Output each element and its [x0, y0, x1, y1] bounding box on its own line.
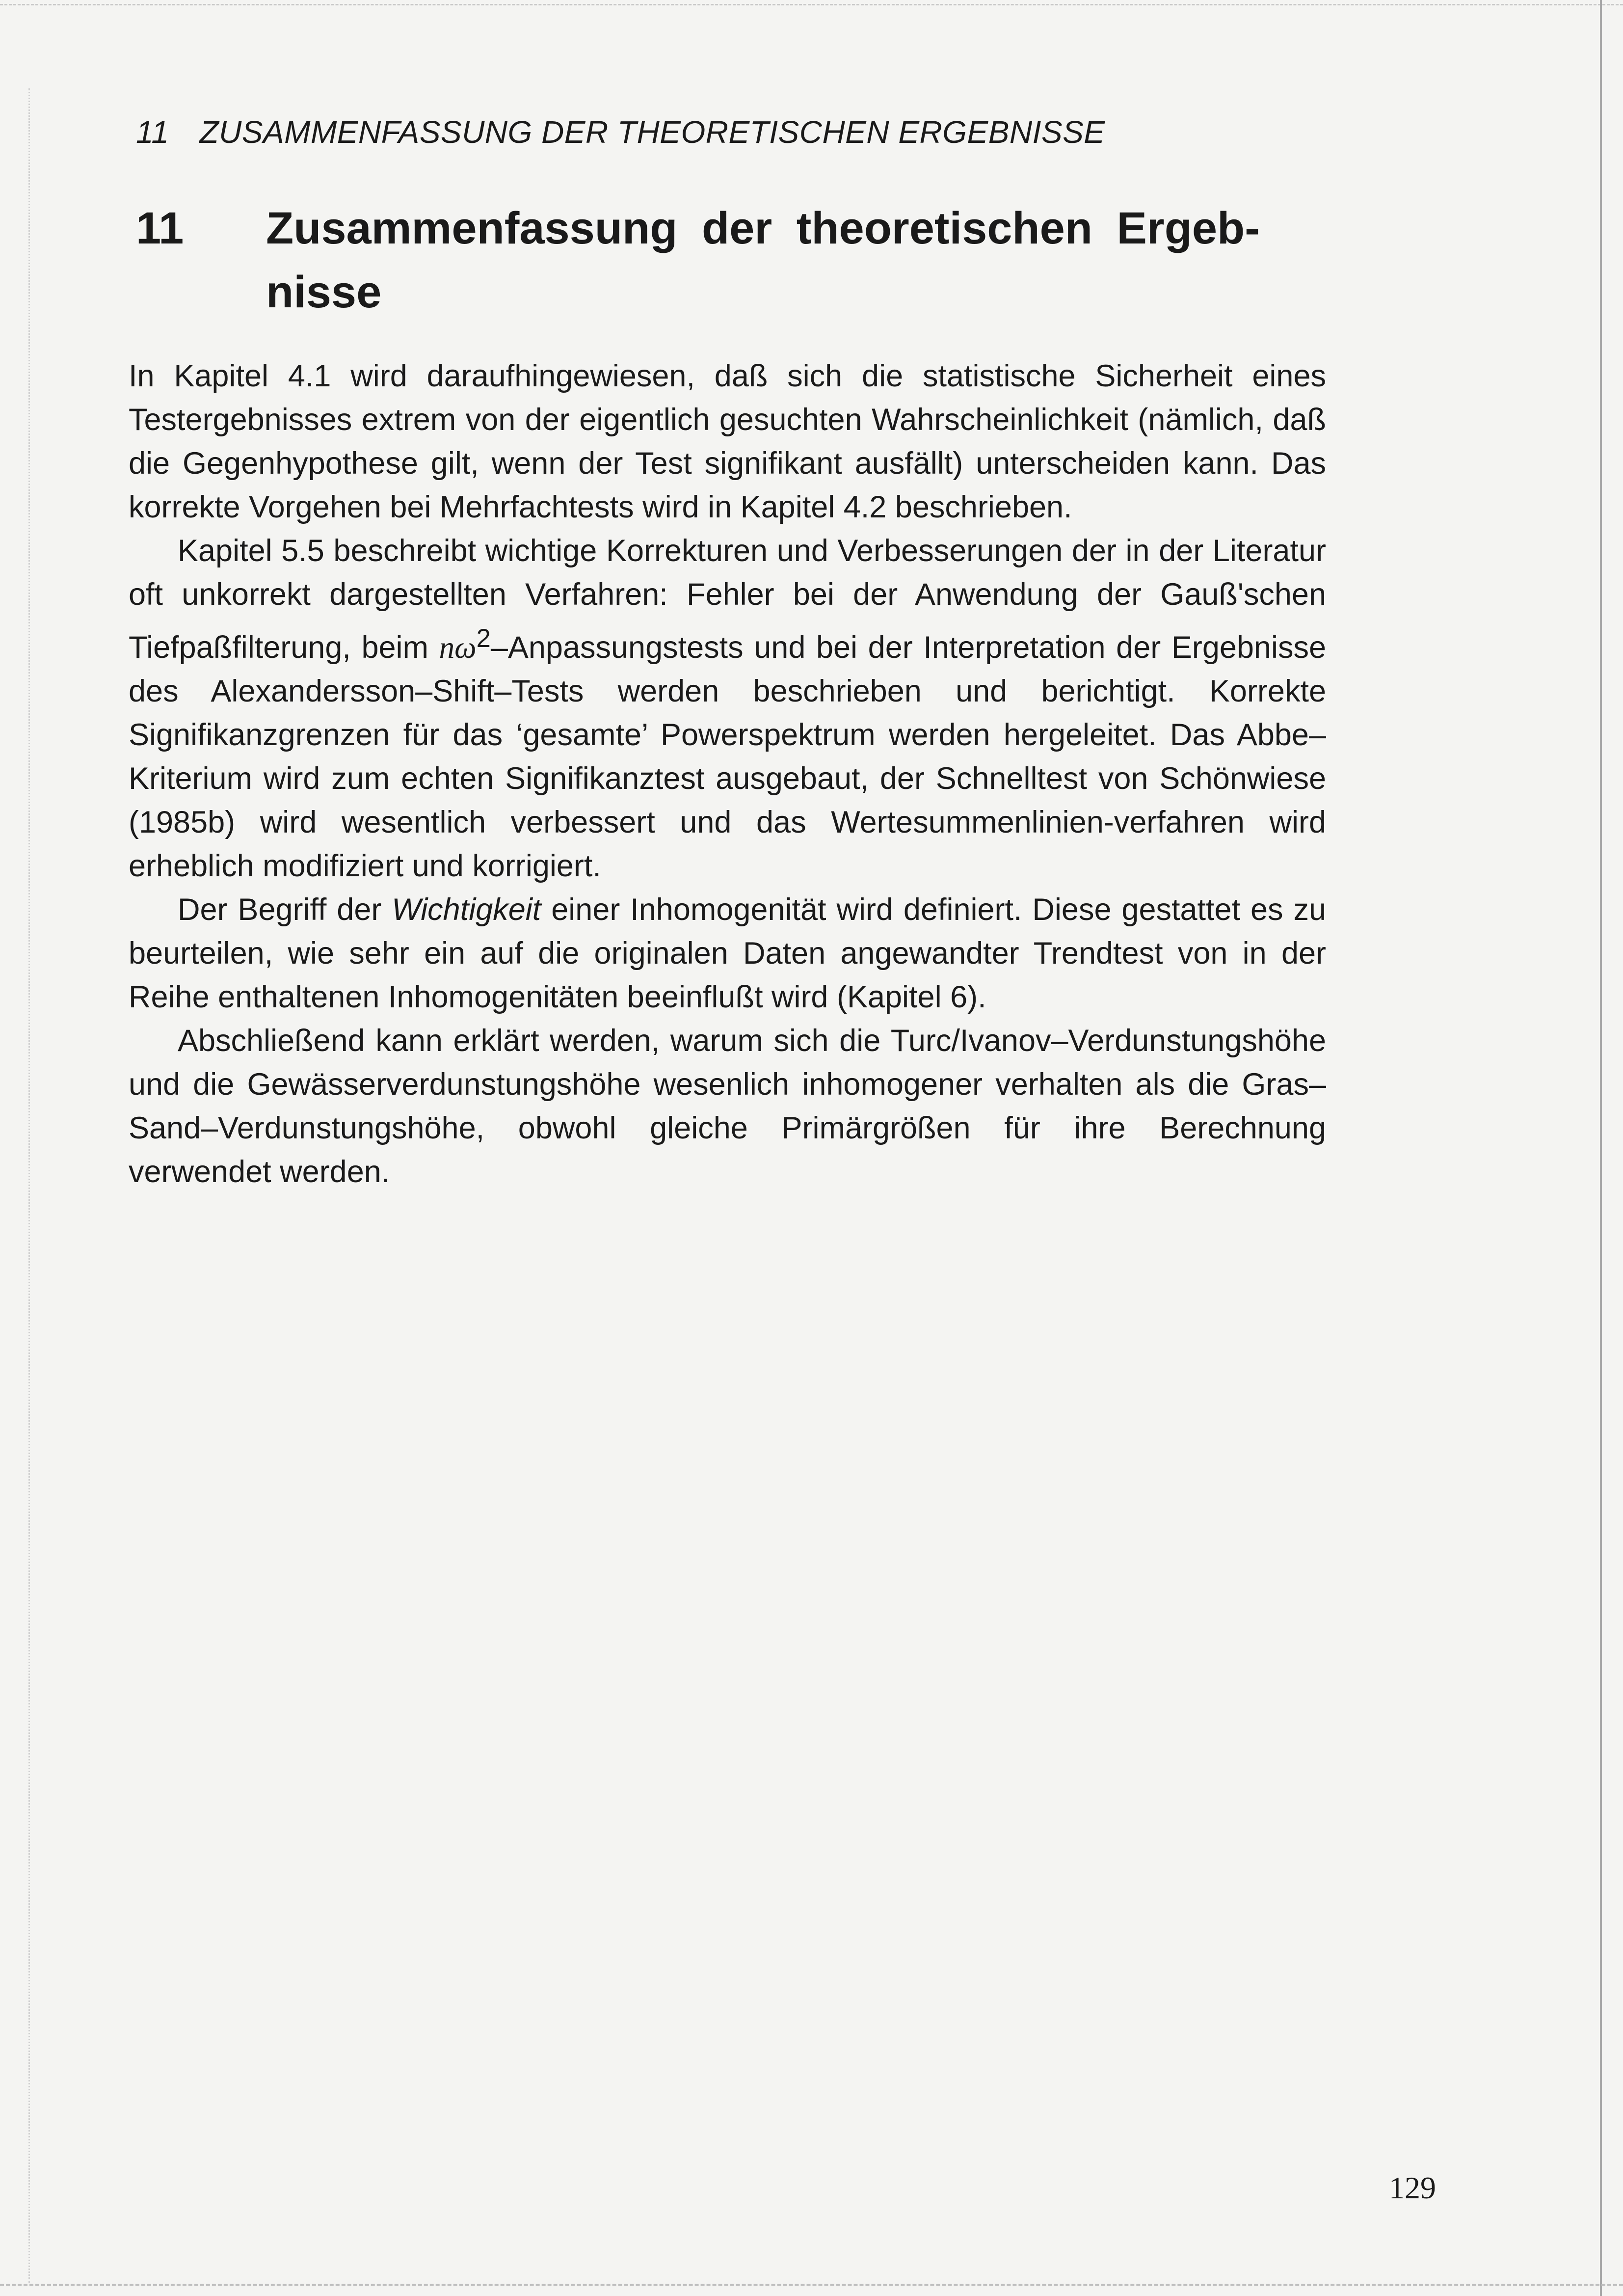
paragraph-3	[129, 888, 1326, 1019]
chapter-number: 11	[136, 203, 184, 253]
scan-edge-bottom	[0, 2284, 1623, 2286]
paragraph-3-text-b: einer Inhomogenität wird definiert. Diese gestattet es zu beurteilen, wie sehr ein auf die originalen Daten angewandter Trendtest von in der Reihe enthaltenen Inhomogenitäten beeinflußt wird (Kapitel 6).	[129, 892, 1326, 1014]
running-head-number: 11	[136, 114, 169, 150]
math-exponent: 2	[476, 624, 491, 653]
paragraph-3-text-a: Der Begriff der	[178, 892, 392, 927]
chapter-title: Zusammenfassung der theoretischen Ergeb- nisse	[266, 203, 1260, 317]
paragraph-4: Abschließend kann erklärt werden, warum sich die Turc/Ivanov–Verdunstungshöhe und die Gewässerverdunstungshöhe wesenlich inhomogener verhalten als die Gras–Sand–Verdunstungshöhe, obwohl gleiche Primärgrößen für ihre Berechnung verwendet werden.	[129, 1024, 1326, 1189]
running-head	[136, 114, 1105, 150]
scan-edge-left	[28, 88, 30, 2283]
paragraph-2-text-a: Kapitel 5.5 beschreibt wichtige Korrekturen und Verbesserungen der in der Literatur oft unkorrekt dargestellten Verfahren: Fehler bei der Anwendung der Gauß'schen Tiefpaßfilterung, beim	[129, 534, 1326, 665]
paragraph-2	[129, 529, 1326, 888]
scan-edge-top	[0, 4, 1623, 5]
page-number: 129	[1389, 2170, 1436, 2205]
running-head-title: ZUSAMMENFASSUNG DER THEORETISCHEN ERGEBNISSE	[199, 114, 1105, 150]
body-text	[129, 354, 1326, 1194]
paragraph-1: In Kapitel 4.1 wird daraufhingewiesen, daß sich die statistische Sicherheit eines Testergebnisses extrem von der eigentlich gesuchten Wahrscheinlichkeit (nämlich, daß die Gegenhypothese gilt, wenn der Test signifikant ausfällt) unterscheiden kann. Das korrekte Vorgehen bei Mehrfachtests wird in Kapitel 4.2 beschrieben.	[129, 359, 1326, 524]
paragraph-2-text-b: –Anpassungstests und bei der Interpretation der Ergebnisse des Alexandersson–Shift–Tests werden beschrieben und berichtigt. Korrekte Signifikanzgrenzen für das ‘gesamte’ Powerspektrum werden hergeleitet. Das Abbe–Kriterium wird zum echten Signifikanztest ausgebaut, der Schnelltest von Schönwiese (1985b) wird wesentlich verbessert und das Wertesummenlinien-verfahren wird erheblich modifiziert und korrigiert.	[129, 630, 1326, 883]
emphasis-wichtigkeit: Wichtigkeit	[392, 892, 541, 927]
math-n-omega: nω	[439, 630, 477, 665]
scan-edge-right	[1600, 0, 1602, 2296]
chapter-heading	[136, 196, 1343, 324]
